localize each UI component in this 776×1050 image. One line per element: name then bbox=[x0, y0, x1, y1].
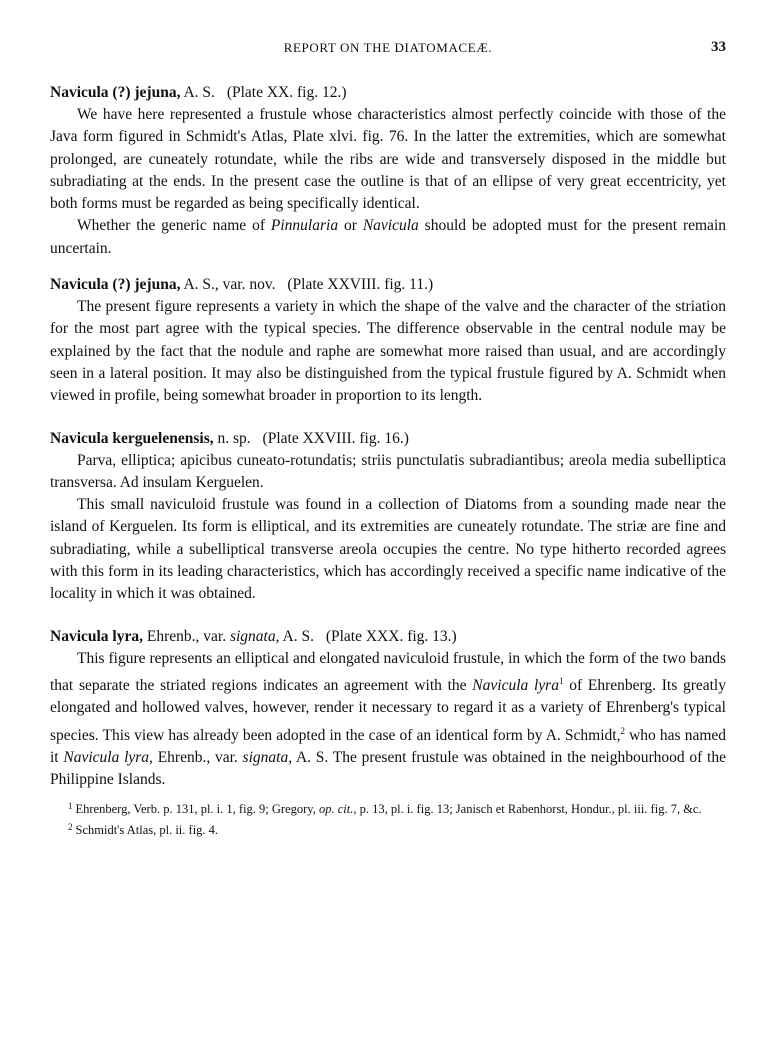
species-name: Navicula (?) jejuna, bbox=[50, 276, 181, 294]
text-run: , A. S. The present frustule was obtained in the neighbourhood of the Philippine Islands. bbox=[50, 748, 726, 789]
entry-paragraph bbox=[50, 648, 726, 792]
latin-diagnosis: Parva, elliptica; apicibus cuneato-rotundatis; striis punctulatis subradiantibus; areola media subelliptica transversa. Ad insulam Kerguelen. bbox=[50, 451, 726, 491]
italic-species: Navicula lyra bbox=[472, 676, 559, 694]
text-run: Ehrenberg, Verb. p. 131, pl. i. 1, fig. 9; Gregory, bbox=[75, 802, 319, 817]
text-run: should be adopted must for the present remain uncertain. bbox=[50, 217, 726, 257]
plate-reference: (Plate XXX. fig. 13.) bbox=[325, 627, 457, 645]
entry-navicula-jejuna-var-nov bbox=[50, 274, 726, 407]
entry-navicula-jejuna bbox=[50, 82, 726, 260]
footnote-mark: 2 bbox=[68, 822, 73, 833]
footnote-ref[interactable]: 2 bbox=[620, 725, 625, 736]
spacer bbox=[50, 606, 726, 626]
plate-reference: (Plate XXVIII. fig. 16.) bbox=[262, 429, 409, 447]
species-name: Navicula kerguelenensis, bbox=[50, 429, 214, 447]
entry-paragraph: We have here represented a frustule whose characteristics almost perfectly coincide with those of the Java form figured in Schmidt's Atlas, Plate xlvi. fig. 76. In the latter the extremities, which are somewhat prolonged, are cuneately rotundate, while the ribs are wide and transversely disposed in the middle but subradiating at the ends. In the present case the outline is that of an ellipse of very great eccentricity, yet both forms must be regarded as being specifically identical. bbox=[50, 106, 726, 213]
footnote bbox=[50, 797, 726, 818]
spacer bbox=[50, 408, 726, 428]
species-authority: n. sp. bbox=[217, 429, 251, 447]
species-authority bbox=[147, 628, 314, 645]
page-number: 33 bbox=[711, 39, 726, 55]
entry-paragraph: This small naviculoid frustule was found in a collection of Diatoms from a sounding made near the island of Kerguelen. Its form is elliptical, and its extremities are cuneately rotundate. The striæ are fine and subradiating, while a subelliptical transverse areola occupies the centre. No type hitherto recorded agrees with this form in its leading characteristics, which has accordingly received a specific name indicative of the locality in which it was obtained. bbox=[50, 496, 726, 603]
plate-reference: (Plate XX. fig. 12.) bbox=[226, 84, 347, 101]
text-run: or bbox=[338, 217, 363, 235]
text-run: , p. 13, pl. i. fig. 13; Janisch et Rabenhorst, Hondur., pl. iii. fig. 7, &c. bbox=[353, 802, 702, 817]
running-header bbox=[50, 40, 726, 62]
entry-paragraph: The present figure represents a variety in which the shape of the valve and the character of the striation for the most part agree with the typical species. The difference observable in the central nodule may be explained by the fact that the nodule and raphe are somewhat more raised than usual, and are accordingly seen in a lateral position. It may also be distinguished from the typical frustule figured by A. Schmidt when viewed in profile, being somewhat broader in proportion to its length. bbox=[50, 298, 726, 405]
entry-heading bbox=[50, 82, 726, 104]
text-run: , A. S. bbox=[275, 627, 314, 645]
text-run: who has named it bbox=[50, 726, 727, 766]
text-run: of Ehrenberg. Its greatly elongated and hollowed valves, however, render it necessary to regard it as a variety of Ehrenberg's typical species. This view has already been adopted in the case of an identical form by A. Schmidt, bbox=[50, 676, 726, 744]
page bbox=[50, 40, 726, 839]
italic-species: Navicula lyra, bbox=[63, 748, 153, 766]
text-run: Ehrenb., var. bbox=[146, 627, 230, 645]
species-authority: A. S. bbox=[183, 84, 215, 101]
footnote bbox=[50, 818, 726, 839]
footnotes bbox=[50, 797, 726, 839]
spacer bbox=[50, 260, 726, 274]
italic-genus: Navicula bbox=[362, 217, 419, 235]
entry-navicula-kerguelenensis bbox=[50, 428, 726, 606]
italic-citation: op. cit. bbox=[318, 802, 354, 817]
italic-genus: Pinnularia bbox=[270, 217, 339, 235]
text-run: Whether the generic name of bbox=[77, 217, 271, 235]
text-run: Ehrenb., var. bbox=[152, 748, 243, 766]
italic-variety: signata bbox=[229, 627, 276, 645]
entry-paragraph bbox=[50, 215, 726, 260]
species-authority: A. S., var. nov. bbox=[183, 276, 276, 294]
species-name: Navicula (?) jejuna, bbox=[50, 84, 181, 101]
footnote-mark: 1 bbox=[68, 801, 73, 812]
text-run: This figure represents an elliptical and elongated naviculoid frustule, in which the form of the two bands that separate the striated regions indicates an agreement with the bbox=[50, 649, 726, 694]
entry-navicula-lyra bbox=[50, 626, 726, 792]
entry-heading bbox=[50, 428, 726, 450]
entry-heading bbox=[50, 626, 726, 648]
footnote-ref[interactable]: 1 bbox=[558, 675, 564, 686]
italic-variety: signata bbox=[242, 748, 289, 766]
species-name: Navicula lyra, bbox=[50, 627, 143, 645]
entry-heading bbox=[50, 274, 726, 296]
running-title: REPORT ON THE DIATOMACEÆ. bbox=[283, 40, 493, 55]
text-run: Schmidt's Atlas, pl. ii. fig. 4. bbox=[75, 823, 219, 838]
plate-reference: (Plate XXVIII. fig. 11.) bbox=[287, 276, 434, 294]
